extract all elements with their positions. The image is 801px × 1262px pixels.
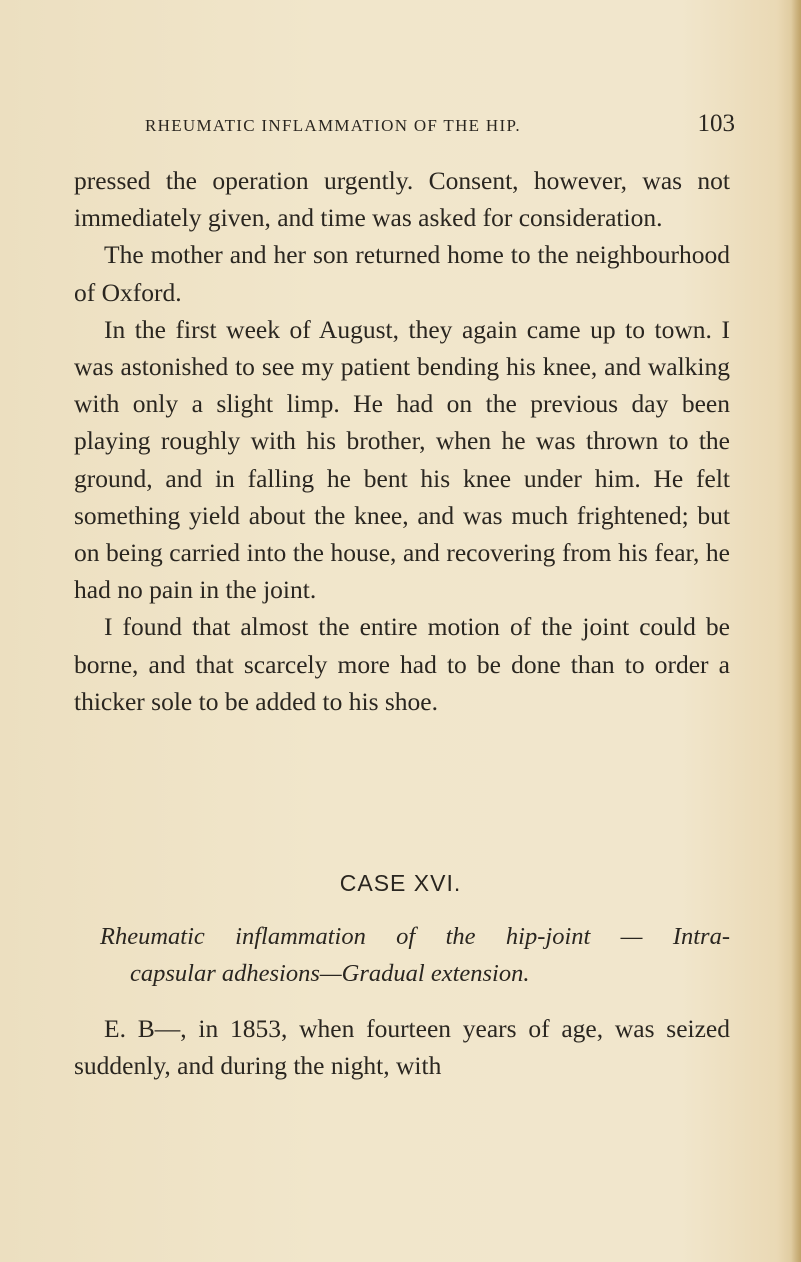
page-edge-shadow [791,0,801,1262]
case-subtitle-line-1: Rheumatic inflammation of the hip-joint — Intra- [100,923,730,950]
case-subtitle-line-2: capsular adhesions—Gradual extension. [130,960,530,987]
body-text [74,162,730,720]
running-title: RHEUMATIC INFLAMMATION OF THE HIP. [145,116,521,135]
case-heading: CASE XVI. [339,870,462,896]
paragraph: The mother and her son returned home to the neighbourhood of Oxford. [74,240,730,307]
running-head [145,112,735,142]
paragraph: pressed the operation urgently. Consent, however, was not immediately given, and time was asked for consideration. [74,166,730,233]
case-subtitle [100,918,730,992]
paragraph: E. B—, in 1853, when fourteen years of age, was seized suddenly, and during the night, with [74,1014,730,1081]
paragraph: I found that almost the entire motion of the joint could be borne, and that scarcely more had to be done than to order a thicker sole to be added to his shoe. [74,612,730,716]
paragraph: In the first week of August, they again came up to town. I was astonished to see my patient bending his knee, and walking with only a slight limp. He had on the previous day been playing roughly with his brother, when he was thrown to the ground, and in falling he bent his knee under him. He felt something yield about the knee, and was much frightened; but on being carried into the house, and recovering from his fear, he had no pain in the joint. [74,314,730,605]
case-body [74,1010,730,1084]
page-number: 103 [697,110,735,137]
